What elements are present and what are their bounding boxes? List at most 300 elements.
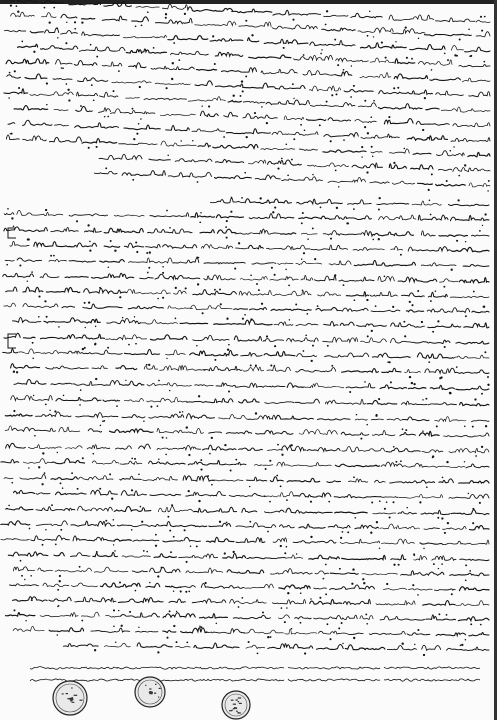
script-word (372, 430, 395, 435)
script-word (252, 263, 276, 264)
script-word (296, 368, 336, 372)
diacritic-dot (444, 532, 446, 534)
diacritic-dot (134, 316, 135, 317)
script-word (202, 244, 233, 248)
script-word (6, 613, 35, 616)
diacritic-dot (131, 489, 133, 491)
diacritic-dot (353, 476, 355, 478)
script-word (346, 383, 375, 388)
diacritic-dot (364, 100, 366, 102)
script-word (63, 644, 98, 647)
script-word (414, 340, 450, 343)
diacritic-dot (244, 314, 246, 316)
script-word (247, 477, 267, 481)
diacritic-dot (393, 162, 395, 164)
diacritic-dot (94, 649, 96, 651)
script-word (327, 481, 341, 483)
script-word (402, 293, 425, 297)
script-word (120, 381, 143, 386)
diacritic-dot (325, 564, 327, 566)
script-word (375, 480, 386, 482)
script-word (233, 615, 270, 618)
script-word (224, 112, 238, 117)
script-word (156, 18, 193, 23)
script-word (34, 242, 77, 247)
handwriting-line (7, 70, 490, 99)
script-word (440, 279, 459, 282)
script-word (323, 337, 358, 342)
diacritic-dot (393, 87, 395, 89)
diacritic-dot (296, 553, 297, 554)
script-word (310, 41, 355, 46)
diacritic-dot (303, 350, 305, 352)
script-word (188, 7, 233, 12)
script-word (19, 349, 64, 354)
diacritic-dot (375, 305, 377, 307)
diacritic-dot (327, 345, 329, 347)
script-word (186, 491, 226, 496)
script-word (423, 601, 455, 606)
script-word (249, 214, 294, 219)
script-word (293, 540, 336, 543)
diacritic-dot (71, 472, 73, 474)
diacritic-dot (149, 251, 151, 253)
handwriting-line (4, 472, 489, 488)
script-word (71, 553, 91, 557)
script-word (10, 584, 39, 586)
script-word (213, 480, 243, 481)
script-word (449, 494, 489, 498)
diacritic-dot (197, 181, 199, 183)
diacritic-dot (484, 213, 486, 215)
diacritic-dot (113, 626, 115, 628)
diacritic-dot (411, 304, 413, 306)
diacritic-dot (426, 486, 428, 488)
diacritic-dot (214, 289, 216, 291)
script-word (401, 401, 427, 405)
script-word (325, 353, 369, 357)
diacritic-dot (38, 296, 40, 298)
script-word (99, 108, 111, 113)
handwriting-line (6, 443, 489, 458)
diacritic-dot (87, 224, 89, 226)
diacritic-dot (46, 104, 48, 106)
script-word (200, 111, 218, 116)
diacritic-dot (129, 611, 131, 613)
handwriting-line (1, 519, 489, 534)
script-word (201, 583, 244, 588)
diacritic-dot (19, 264, 21, 266)
script-word (92, 460, 119, 464)
script-word (179, 554, 218, 558)
script-word (379, 91, 415, 94)
script-word (215, 159, 243, 162)
diacritic-dot (93, 99, 95, 101)
script-word (82, 319, 101, 323)
script-word (44, 318, 81, 323)
script-word (5, 260, 14, 261)
diacritic-dot (76, 220, 78, 222)
diacritic-dot (140, 506, 142, 508)
diacritic-dot (170, 551, 172, 553)
script-word (246, 645, 265, 648)
diacritic-dot (21, 41, 23, 43)
script-word (23, 459, 52, 464)
script-word (469, 92, 490, 97)
script-word (93, 552, 118, 556)
diacritic-dot (238, 606, 240, 608)
handwriting-line (1, 457, 489, 471)
diacritic-dot (228, 391, 230, 393)
diacritic-dot (437, 517, 439, 519)
script-word (307, 163, 348, 167)
diacritic-dot (472, 508, 474, 510)
diacritic-dot (472, 522, 474, 524)
script-word (439, 235, 468, 237)
diacritic-dot (274, 365, 276, 367)
diacritic-dot (340, 537, 342, 539)
script-word (447, 647, 489, 651)
diacritic-dot (57, 589, 59, 591)
diacritic-dot (367, 35, 369, 37)
script-word (82, 139, 117, 144)
script-word (390, 149, 410, 153)
script-word (389, 164, 406, 169)
script-word (23, 304, 58, 308)
diacritic-dot (169, 610, 171, 612)
diacritic-dot (312, 227, 314, 229)
diacritic-dot (270, 636, 272, 638)
diacritic-dot (143, 550, 145, 552)
script-word (139, 444, 151, 448)
script-word (392, 29, 425, 34)
script-word (215, 176, 252, 179)
diacritic-dot (114, 250, 116, 252)
script-word (69, 261, 95, 263)
diacritic-dot (473, 291, 475, 293)
script-word (221, 462, 246, 465)
signature-text (30, 667, 118, 670)
signature-text (384, 679, 480, 681)
diacritic-dot (300, 622, 302, 624)
script-word (122, 556, 150, 557)
diacritic-dot (82, 348, 84, 350)
diacritic-dot (302, 290, 304, 292)
diacritic-dot (57, 634, 59, 636)
diacritic-dot (355, 517, 357, 519)
script-word (146, 244, 161, 247)
script-word (173, 258, 199, 263)
diacritic-dot (53, 7, 55, 9)
diacritic-dot (485, 425, 487, 427)
diacritic-dot (417, 629, 419, 631)
script-word (267, 366, 290, 371)
diacritic-dot (277, 168, 279, 170)
seal-center (222, 691, 250, 719)
diacritic-dot (16, 5, 18, 7)
script-word (136, 6, 159, 7)
diacritic-dot (303, 54, 305, 56)
script-word (324, 15, 348, 16)
script-word (420, 543, 442, 544)
diacritic-dot (330, 238, 332, 240)
script-word (250, 308, 267, 310)
script-word (191, 305, 233, 310)
diacritic-dot (115, 642, 116, 643)
script-word (120, 476, 141, 480)
diacritic-dot (131, 529, 133, 531)
script-word (245, 199, 291, 204)
script-word (340, 322, 354, 325)
script-word (391, 555, 406, 560)
diacritic-dot (320, 53, 322, 55)
script-word (74, 60, 97, 65)
script-word (286, 555, 303, 558)
diacritic-dot (431, 69, 433, 71)
diacritic-dot (422, 399, 423, 400)
script-word (280, 525, 295, 528)
diacritic-dot (325, 24, 327, 26)
script-word (78, 476, 113, 480)
script-word (465, 47, 490, 52)
script-word (104, 2, 132, 6)
script-word (241, 352, 262, 356)
script-word (21, 0, 37, 2)
diacritic-dot (208, 105, 210, 107)
diacritic-dot (82, 457, 84, 459)
diacritic-dot (200, 469, 202, 471)
diacritic-dot (412, 584, 414, 586)
script-word (51, 477, 77, 480)
diacritic-dot (288, 285, 290, 287)
diacritic-dot (62, 487, 64, 489)
script-word (195, 81, 212, 86)
diacritic-dot (155, 534, 157, 536)
diacritic-dot (406, 57, 408, 59)
diacritic-dot (474, 398, 476, 400)
diacritic-dot (199, 625, 200, 626)
script-word (436, 91, 464, 96)
script-word (124, 398, 143, 401)
diacritic-dot (271, 267, 273, 269)
diacritic-dot (49, 410, 50, 411)
diacritic-dot (79, 404, 81, 406)
script-word (444, 433, 489, 437)
diacritic-dot (211, 484, 213, 486)
diacritic-dot (77, 488, 79, 490)
script-word (151, 66, 194, 69)
diacritic-dot (45, 404, 47, 406)
script-word (378, 104, 422, 109)
diacritic-dot (150, 406, 152, 408)
script-word (416, 121, 449, 125)
diacritic-dot (134, 458, 136, 460)
script-word (13, 597, 33, 602)
script-word (5, 30, 26, 31)
script-word (398, 277, 437, 282)
diacritic-dot (165, 454, 167, 456)
script-word (133, 540, 159, 541)
script-word (310, 103, 355, 107)
diacritic-dot (135, 590, 137, 592)
handwriting-line (5, 425, 489, 440)
script-word (426, 615, 456, 620)
diacritic-dot (381, 42, 383, 44)
script-word (36, 521, 67, 526)
diacritic-dot (418, 38, 419, 39)
diacritic-dot (284, 621, 286, 623)
script-word (278, 615, 289, 619)
script-word (214, 324, 246, 325)
diacritic-dot (199, 221, 201, 223)
diacritic-dot (74, 28, 76, 30)
diacritic-dot (169, 530, 171, 532)
handwriting-line (13, 597, 489, 609)
diacritic-dot (16, 371, 18, 373)
script-word (272, 25, 317, 29)
script-word (236, 229, 281, 234)
diacritic-dot (301, 222, 303, 224)
diacritic-dot (444, 346, 446, 348)
diacritic-dot (25, 620, 26, 621)
script-word (264, 39, 308, 44)
script-word (261, 148, 295, 149)
diacritic-dot (397, 87, 399, 89)
script-word (82, 32, 120, 36)
script-word (329, 261, 351, 265)
script-word (361, 134, 399, 138)
script-word (59, 427, 80, 432)
diacritic-dot (269, 501, 271, 503)
script-word (348, 200, 372, 205)
script-word (450, 573, 489, 576)
script-word (6, 0, 20, 1)
diacritic-dot (113, 90, 115, 92)
script-word (65, 276, 88, 277)
diacritic-dot (241, 597, 243, 599)
diacritic-dot (165, 17, 167, 19)
diacritic-dot (173, 590, 174, 591)
diacritic-dot (458, 175, 460, 177)
diacritic-dot (372, 239, 374, 241)
handwriting-line (11, 364, 489, 380)
diacritic-dot (146, 364, 148, 366)
diacritic-dot (459, 38, 461, 40)
diacritic-dot (310, 598, 312, 600)
script-word (223, 554, 246, 559)
script-word (348, 633, 363, 634)
script-word (120, 461, 142, 464)
diacritic-dot (371, 502, 373, 504)
script-word (6, 287, 17, 292)
script-word (128, 306, 163, 309)
diacritic-dot (225, 226, 227, 228)
diacritic-dot (387, 361, 389, 363)
diacritic-dot (198, 500, 200, 502)
diacritic-dot (379, 547, 381, 549)
script-word (463, 264, 489, 266)
script-word (458, 617, 489, 621)
diacritic-dot (166, 637, 168, 639)
diacritic-dot (460, 645, 462, 647)
diacritic-dot (198, 395, 200, 397)
script-word (243, 367, 263, 372)
diacritic-dot (392, 306, 394, 308)
diacritic-dot (300, 592, 302, 594)
script-word (5, 414, 32, 416)
diacritic-dot (438, 613, 440, 615)
handwriting-line (4, 224, 489, 242)
diacritic-dot (302, 212, 304, 214)
diacritic-dot (402, 643, 404, 645)
script-word (4, 303, 16, 307)
diacritic-dot (32, 342, 34, 344)
script-word (267, 160, 286, 164)
diacritic-dot (180, 140, 181, 141)
diacritic-dot (351, 583, 353, 585)
diacritic-dot (413, 383, 415, 385)
diacritic-dot (283, 47, 285, 49)
script-word (49, 260, 66, 262)
diacritic-dot (468, 493, 469, 494)
diacritic-dot (38, 316, 40, 318)
script-word (264, 351, 295, 356)
script-word (1, 459, 19, 462)
diacritic-dot (135, 25, 137, 27)
diacritic-dot (95, 378, 97, 380)
diacritic-dot (44, 7, 46, 9)
script-word (282, 446, 306, 451)
diacritic-dot (261, 303, 263, 305)
script-word (54, 553, 64, 556)
diacritic-dot (241, 197, 243, 199)
script-word (436, 184, 466, 186)
script-word (85, 228, 102, 232)
diacritic-dot (60, 482, 62, 484)
diacritic-dot (178, 59, 180, 61)
script-word (216, 215, 243, 218)
diacritic-dot (365, 613, 367, 615)
diacritic-dot (165, 13, 167, 15)
diacritic-dot (96, 146, 98, 148)
script-word (390, 480, 435, 483)
script-word (430, 385, 454, 389)
diacritic-dot (219, 521, 221, 523)
script-word (229, 494, 265, 497)
script-word (316, 645, 343, 650)
diacritic-dot (292, 19, 294, 21)
script-word (243, 101, 265, 103)
diacritic-dot (143, 420, 145, 422)
script-word (166, 126, 190, 131)
script-word (388, 646, 417, 650)
handwriting-line (94, 167, 490, 191)
script-word (75, 123, 119, 128)
signature-text (288, 667, 380, 669)
script-word (248, 245, 263, 249)
script-word (239, 290, 271, 295)
script-word (140, 277, 153, 278)
handwriting-line (8, 120, 490, 148)
diacritic-dot (343, 284, 345, 286)
diacritic-dot (185, 287, 187, 289)
script-word (102, 16, 127, 21)
diacritic-dot (233, 551, 235, 553)
diacritic-dot (114, 550, 116, 552)
diacritic-dot (423, 548, 425, 550)
script-word (181, 628, 208, 633)
diacritic-dot (141, 25, 143, 27)
